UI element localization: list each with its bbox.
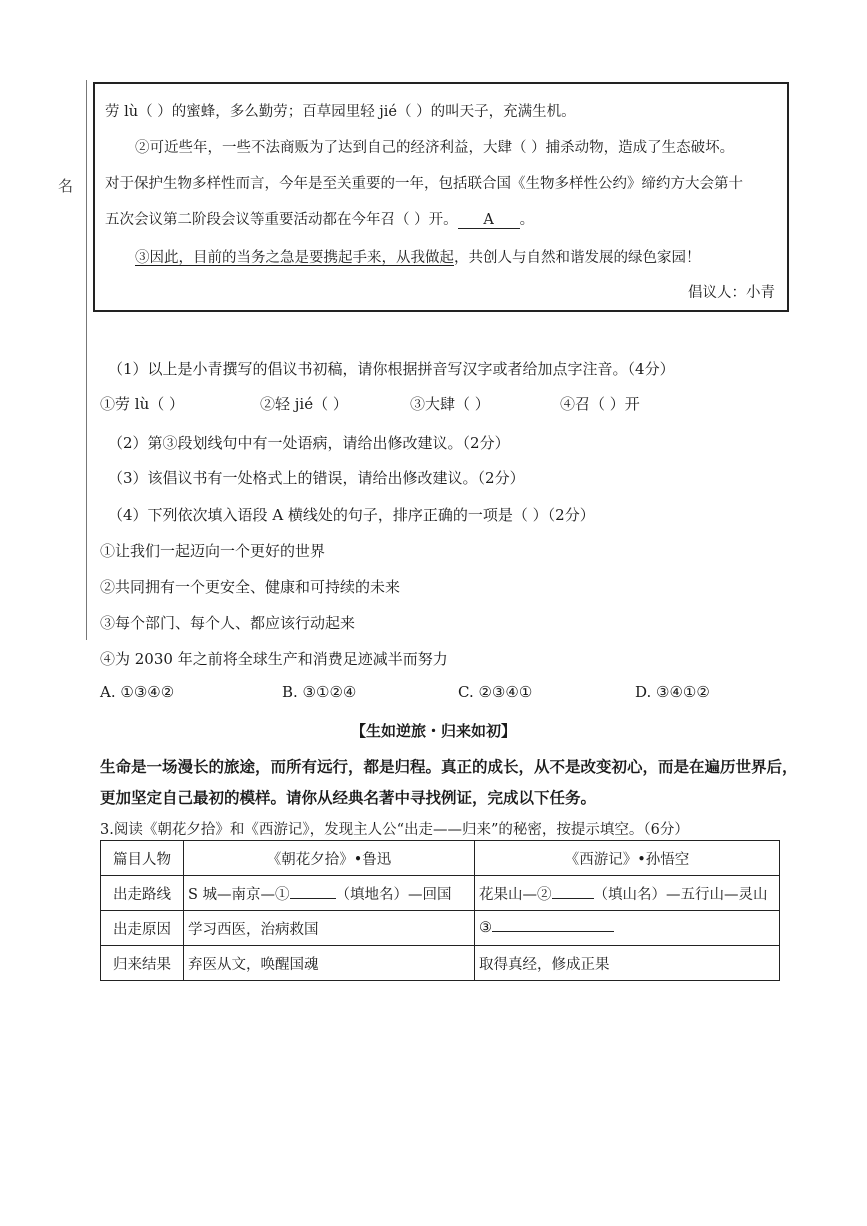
blank-1[interactable] — [290, 898, 336, 899]
proposal-line-2: ②可近些年，一些不法商贩为了达到自己的经济利益，大肆（ ）捕杀动物，造成了生态破坏。 — [135, 140, 735, 156]
cell-text: S 城—南京—① — [188, 886, 290, 903]
table-header-cell: 篇目人物 — [101, 841, 184, 876]
cell-text: （填山名）—五行山—灵山 — [593, 886, 768, 903]
proposal-line-4-end: 。 — [519, 212, 535, 228]
table-cell: 学习西医，治病救国 — [184, 911, 475, 946]
option-d[interactable]: D. ③④①② — [635, 683, 710, 701]
answer-jie[interactable]: ②轻 jié（ ） — [260, 395, 348, 413]
section-title: 【生如逆旅・归来如初】 — [350, 722, 516, 740]
cell-text: 花果山—② — [479, 886, 552, 903]
blank-3[interactable] — [492, 931, 614, 932]
binding-rule — [86, 80, 87, 640]
intro-line-2: 更加坚定自己最初的模样。请你从经典名著中寻找例证，完成以下任务。 — [100, 788, 597, 807]
table-row — [101, 876, 780, 911]
proposal-line-4 — [105, 208, 534, 229]
table-row — [101, 911, 780, 946]
question-2: （2）第③段划线句中有一处语病，请给出修改建议。（2分） — [108, 434, 510, 452]
row-label: 出走路线 — [101, 876, 184, 911]
table-row — [101, 946, 780, 981]
table-header-cell: 《朝花夕拾》•鲁迅 — [184, 841, 475, 876]
intro-line-1: 生命是一场漫长的旅途，而所有远行，都是归程。真正的成长，从不是改变初心，而是在遍历世界后， — [100, 757, 798, 776]
sentence-4: ④为 2030 年之前将全球生产和消费足迹减半而努力 — [100, 650, 448, 668]
table-cell: 取得真经，修成正果 — [475, 946, 780, 981]
blank-2[interactable] — [552, 898, 594, 899]
table-header-cell: 《西游记》•孙悟空 — [475, 841, 780, 876]
proposal-box — [93, 82, 789, 312]
table-cell — [475, 911, 780, 946]
table-cell — [475, 876, 780, 911]
proposal-line-5 — [135, 246, 701, 267]
table-cell — [184, 876, 475, 911]
option-a[interactable]: A. ①③④② — [100, 683, 175, 701]
option-b[interactable]: B. ③①②④ — [282, 683, 357, 701]
table-cell: 弃医从文，唤醒国魂 — [184, 946, 475, 981]
proposal-line-5-rest: ，共创人与自然和谐发展的绿色家园！ — [454, 250, 701, 266]
proposal-line-3: 对于保护生物多样性而言，今年是至关重要的一年，包括联合国《生物多样性公约》缔约方大会第十 — [105, 176, 743, 192]
table-header-row — [101, 841, 780, 876]
answer-lu[interactable]: ①劳 lù（ ） — [100, 395, 184, 413]
question-3-main: 3.阅读《朝花夕拾》和《西游记》，发现主人公“出走——归来”的秘密，按提示填空。（6分） — [100, 822, 689, 838]
answer-zhao[interactable]: ④召（ ）开 — [560, 395, 640, 413]
question-4: （4）下列依次填入语段 A 横线处的句子，排序正确的一项是（ ）（2分） — [108, 506, 595, 524]
question-1: （1）以上是小青撰写的倡议书初稿，请你根据拼音写汉字或者给加点字注音。（4分） — [108, 360, 675, 378]
sentence-3: ③每个部门、每个人、都应该行动起来 — [100, 614, 356, 632]
row-label: 出走原因 — [101, 911, 184, 946]
question-3: （3）该倡议书有一处格式上的错误，请给出修改建议。（2分） — [108, 469, 525, 487]
sentence-1: ①让我们一起迈向一个更好的世界 — [100, 542, 326, 560]
reading-table — [100, 840, 780, 981]
cell-text: （填地名）—回国 — [335, 886, 452, 903]
proposal-line-4-text: 五次会议第二阶段会议等重要活动都在今年召（ ）开。 — [105, 212, 458, 228]
answer-si[interactable]: ③大肆（ ） — [410, 395, 490, 413]
sentence-2: ②共同拥有一个更安全、健康和可持续的未来 — [100, 578, 401, 596]
signature: 倡议人：小青 — [688, 285, 775, 301]
margin-mark: 名 — [58, 177, 74, 195]
underlined-sentence: ③因此，目前的当务之急是要携起手来，从我做起 — [135, 250, 454, 266]
row-label: 归来结果 — [101, 946, 184, 981]
blank-a[interactable]: A — [458, 212, 520, 229]
cell-text: ③ — [479, 920, 492, 936]
option-c[interactable]: C. ②③④① — [458, 683, 533, 701]
proposal-line-1: 劳 lù（ ）的蜜蜂，多么勤劳；百草园里轻 jié（ ）的叫天子，充满生机。 — [105, 104, 576, 120]
